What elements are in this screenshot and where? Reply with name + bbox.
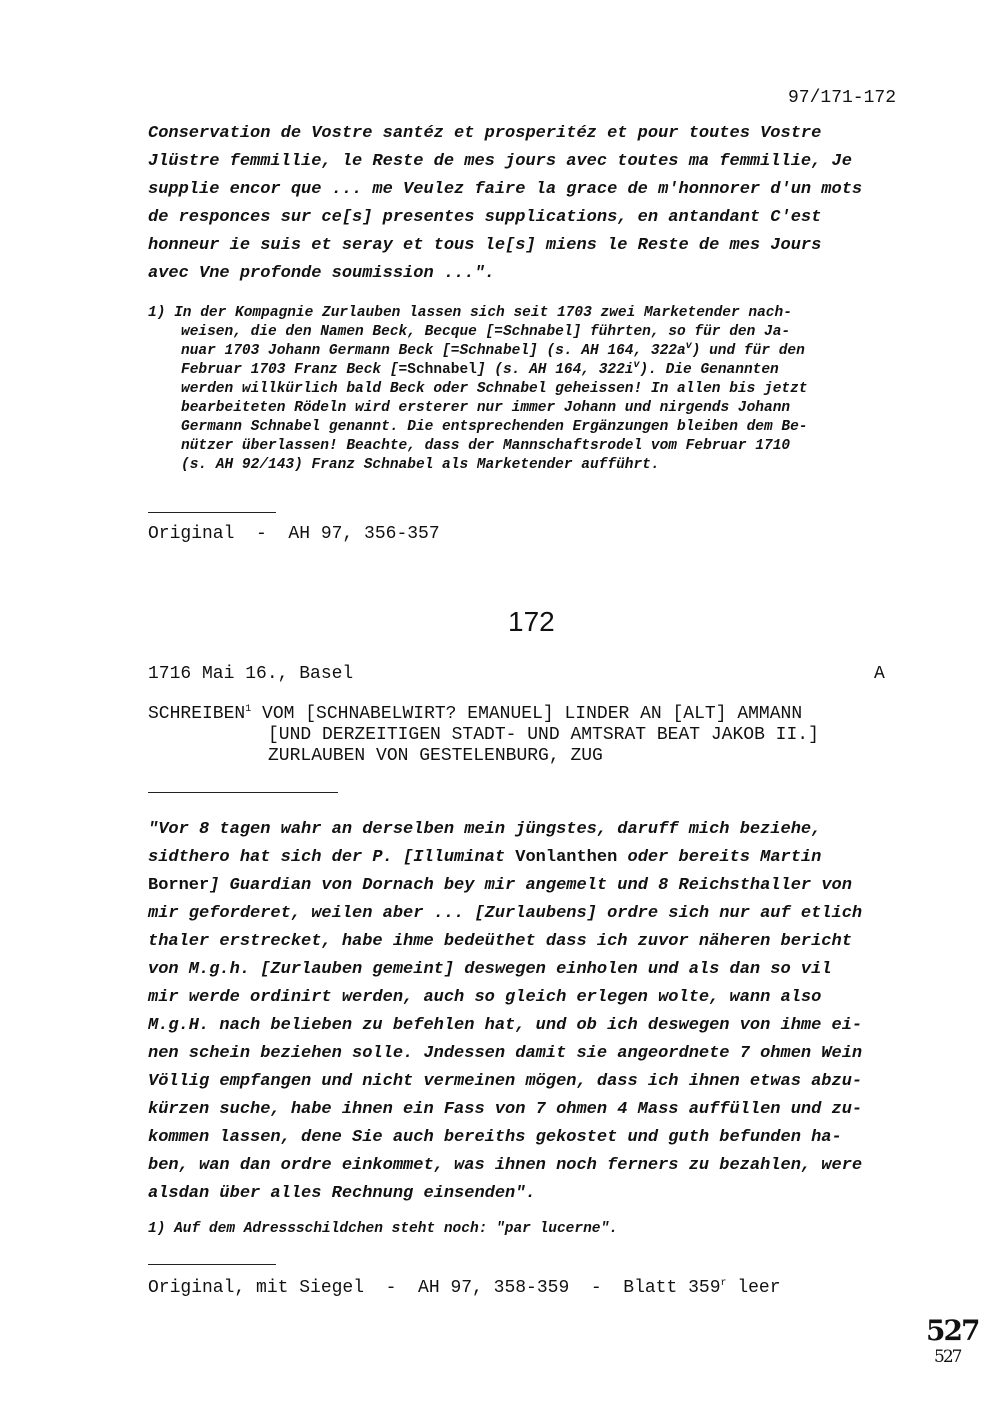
letter-continuation-line: Jlüstre femmillie, le Reste de mes jours avec toutes ma femmillie, Je: [148, 152, 852, 171]
letter-line: von M.g.h. [Zurlauben gemeint] deswegen einholen und als dan so vil: [148, 960, 832, 979]
page-stamp-bottom: 527: [934, 1347, 961, 1367]
document-heading: [148, 704, 819, 767]
entry-marker: A: [874, 664, 885, 684]
page-stamp-top: 527: [926, 1314, 979, 1347]
footnote-line: nützer überlassen! Beachte, dass der Mannschaftsrodel vom Februar 1710: [181, 438, 791, 454]
letter-continuation: [148, 120, 862, 288]
footnote-2: 1) Auf dem Adressschildchen steht noch: "par lucerne".: [148, 1221, 618, 1237]
letter-line: nen schein beziehen solle. Jndessen damit sie angeordnete 7 ohmen Wein: [148, 1044, 863, 1063]
letter-line: Borner] Guardian von Dornach bey mir angemelt und 8 Reichsthaller von: [148, 876, 852, 895]
letter-body: [148, 816, 862, 1208]
letter-continuation-line: supplie encor que ... me Veulez faire la grace de m'honnorer d'un mots: [148, 180, 863, 199]
footnote-line: bearbeiteten Rödeln wird ersterer nur immer Johann und nirgends Johann: [181, 400, 791, 416]
divider: [148, 792, 338, 793]
letter-line: ben, wan dan ordre einkommet, was ihnen noch ferners zu bezahlen, were: [148, 1156, 863, 1175]
footnote-line: 1) In der Kompagnie Zurlauben lassen sich seit 1703 zwei Marketender nach-: [148, 305, 792, 321]
letter-line: thaler erstrecket, habe ihme bedeüthet dass ich zuvor näheren bericht: [148, 932, 852, 951]
entry-date: 1716 Mai 16., Basel: [148, 664, 354, 684]
letter-line: "Vor 8 tagen wahr an derselben mein jüngstes, daruff mich beziehe,: [148, 820, 822, 839]
entry-number: 172: [508, 606, 555, 637]
footnote-line: Februar 1703 Franz Beck [=Schnabel] (s. AH 164, $322i^v$). Die Genannten: [181, 360, 779, 378]
divider: [148, 512, 276, 513]
letter-continuation-line: honneur ie suis et seray et tous le[s] miens le Reste de mes Jours: [148, 236, 822, 255]
letter-continuation-line: avec Vne profonde soumission ...".: [148, 264, 495, 283]
letter-continuation-line: de responces sur ce[s] presentes supplications, en antandant C'est: [148, 208, 822, 227]
divider: [148, 1264, 276, 1265]
footnote-line: Germann Schnabel genannt. Die entsprechenden Ergänzungen bleiben dem Be-: [181, 419, 808, 435]
letter-continuation-line: Conservation de Vostre santéz et prosperitéz et pour toutes Vostre: [148, 124, 822, 143]
letter-line: kürzen suche, habe ihnen ein Fass von 7 ohmen 4 Mass auffüllen und zu-: [148, 1100, 863, 1119]
letter-line: alsdan über alles Rechnung einsenden".: [148, 1184, 536, 1203]
footnote-line: (s. AH 92/143) Franz Schnabel als Marketender aufführt.: [181, 457, 660, 473]
letter-line: mir geforderet, weilen aber ... [Zurlaubens] ordre sich nur auf etlich: [148, 904, 863, 923]
heading-line: ZURLAUBEN VON GESTELENBURG, ZUG: [268, 746, 603, 766]
letter-line: M.g.H. nach belieben zu befehlen hat, und ob ich deswegen von ihme ei-: [148, 1016, 863, 1035]
letter-line: sidthero hat sich der P. [Illuminat Vonlanthen oder bereits Martin: [148, 848, 822, 867]
footnote-1: [148, 304, 808, 475]
letter-line: mir werde ordinirt werden, auch so gleich erlegen wolte, wann also: [148, 988, 822, 1007]
page-stamp: [926, 1314, 979, 1370]
letter-line: kommen lassen, dene Sie auch bereiths gekostet und guth befunden ha-: [148, 1128, 842, 1147]
source-reference-2: Original, mit Siegel - AH 97, 358-359 - Blatt 359$^r$ leer: [148, 1278, 781, 1298]
heading-line: [UND DERZEITIGEN STADT- UND AMTSRAT BEAT JAKOB II.]: [268, 725, 819, 745]
heading-line: SCHREIBEN$^1$ VOM [SCHNABELWIRT? EMANUEL] LINDER AN [ALT] AMMANN: [148, 704, 803, 724]
letter-line: Völlig empfangen und nicht vermeinen mögen, dass ich ihnen etwas abzu-: [148, 1072, 863, 1091]
document-reference: 97/171-172: [788, 88, 897, 108]
footnote-line: weisen, die den Namen Beck, Becque [=Schnabel] führten, so für den Ja-: [181, 324, 791, 340]
footnote-line: werden willkürlich bald Beck oder Schnabel geheissen! In allen bis jetzt: [181, 381, 808, 397]
source-reference: Original - AH 97, 356-357: [148, 524, 440, 544]
footnote-line: nuar 1703 Johann Germann Beck [=Schnabel] (s. AH 164, $322a^v$) und für den: [181, 341, 805, 359]
